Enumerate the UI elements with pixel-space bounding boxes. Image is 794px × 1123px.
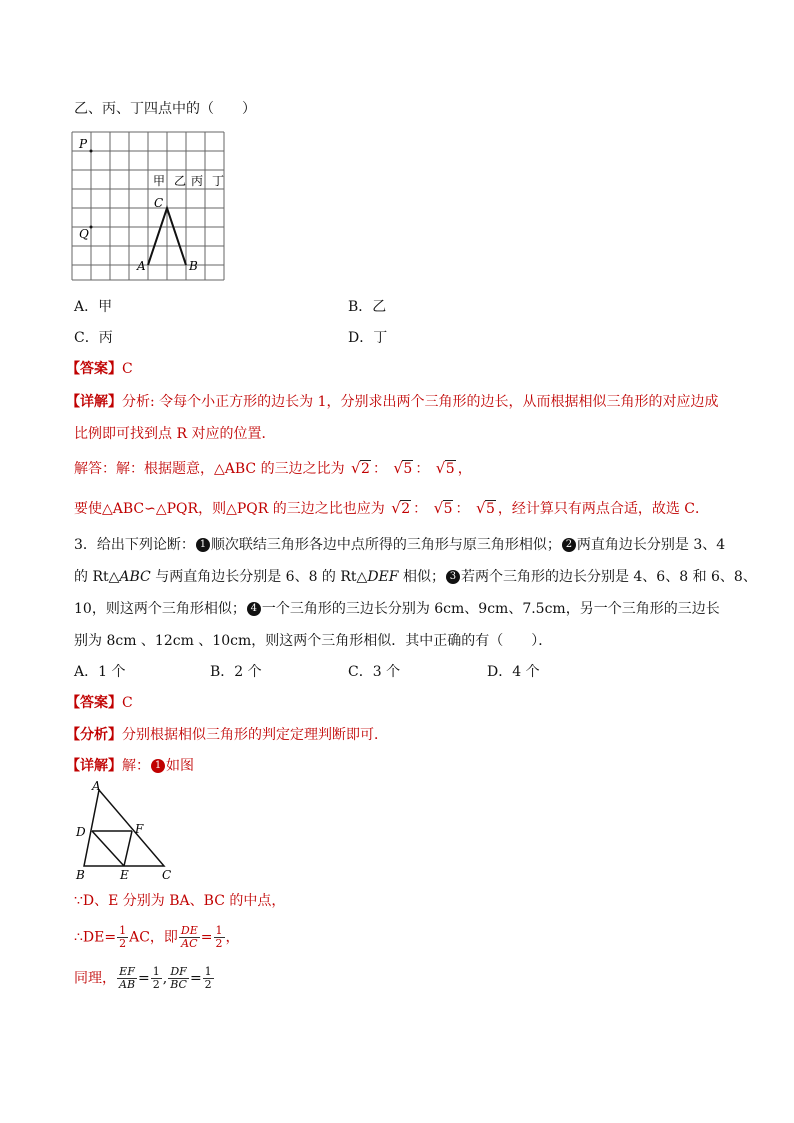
point-p — [90, 150, 93, 153]
q3-option-c: C．3 个 — [348, 664, 401, 680]
tri-label-f: F — [135, 822, 144, 836]
tri-label-b: B — [76, 868, 85, 882]
option-c: C．丙 — [74, 330, 113, 346]
q3-answer-line: 【答案】C — [66, 695, 133, 711]
label-jia: 甲 — [153, 174, 166, 188]
q3-option-b: B．2 个 — [210, 664, 262, 680]
q3-line-1: 3．给出下列论断： 1 顺次联结三角形各边中点所得的三角形与原三角形相似； 2 两直角边长分别是 3、4 — [74, 537, 726, 553]
answer-line: 【答案】C — [66, 361, 133, 377]
label-bing: 丙 — [191, 174, 204, 188]
conclusion-line: 要使△ABC∽△PQR，则△PQR 的三边之比也应为 √ 2 ： √ 5 ： √ 5 ，经计算只有两点合适，故选 C． — [74, 499, 709, 519]
label-c: C — [154, 196, 164, 210]
grid-figure — [66, 126, 231, 284]
label-p: P — [79, 137, 88, 151]
tri-label-a: A — [92, 779, 101, 793]
detail-line-1: 【详解】分析: 令每个小正方形的边长为 1，分别求出两个三角形的边长，从而根据相似三角形的对应边成 — [66, 394, 719, 410]
solve-line: 解答：解：根据题意，△ABC 的三边之比为 √ 2 ： √ 5 ： √ 5 ， — [74, 459, 472, 479]
tri-label-c: C — [162, 868, 172, 882]
label-b: B — [189, 259, 198, 273]
q3-analysis-line: 【分析】分别根据相似三角形的判定定理判断即可． — [66, 727, 388, 743]
q3-detail-line: 【详解】解： 1 如图 — [66, 758, 194, 774]
q3-line-2: 的 Rt△ABC 与两直角边长分别是 6、8 的 Rt△DEF 相似； 3 若两个三角形的边长分别是 4、6、8 和 6、8、 — [74, 569, 757, 585]
q3-line-4: 别为 8cm 、12cm 、10cm，则这两个三角形相似．其中正确的有（ ）． — [74, 633, 553, 649]
q3-option-a: A．1 个 — [74, 664, 126, 680]
label-yi: 乙 — [174, 174, 187, 188]
because-line: ∵D、E 分别为 BA、BC 的中点， — [74, 893, 286, 909]
tri-label-d: D — [76, 825, 86, 839]
label-ding: 丁 — [212, 174, 225, 188]
detail-line-2: 比例即可找到点 R 对应的位置． — [74, 426, 276, 442]
tri-label-e: E — [120, 868, 129, 882]
q3-line-3: 10，则这两个三角形相似； 4 一个三角形的三边长分别为 6cm、9cm、7.5cm，另一个三角形的三边长 — [74, 601, 720, 617]
continued-question-text: 乙、丙、丁四点中的（ ） — [74, 101, 256, 117]
q3-option-d: D．4 个 — [487, 664, 540, 680]
point-q — [90, 226, 93, 229]
option-b: B．乙 — [348, 299, 387, 315]
midpoint-triangle-figure — [72, 778, 182, 883]
therefore-line: ∴DE= $\frac{1}{2}$ AC，即 $\frac{DE}{AC}$ = $\frac{1}{2}$ ， — [74, 924, 240, 950]
option-a: A．甲 — [74, 299, 113, 315]
label-q: Q — [79, 227, 89, 241]
similarly-line: 同理， $\frac{EF}{AB}$ = $\frac{1}{2}$ , $\frac{DF}{BC}$ = $\frac{1}{2}$ — [74, 965, 212, 991]
label-a: A — [137, 259, 146, 273]
option-d: D．丁 — [348, 330, 388, 346]
